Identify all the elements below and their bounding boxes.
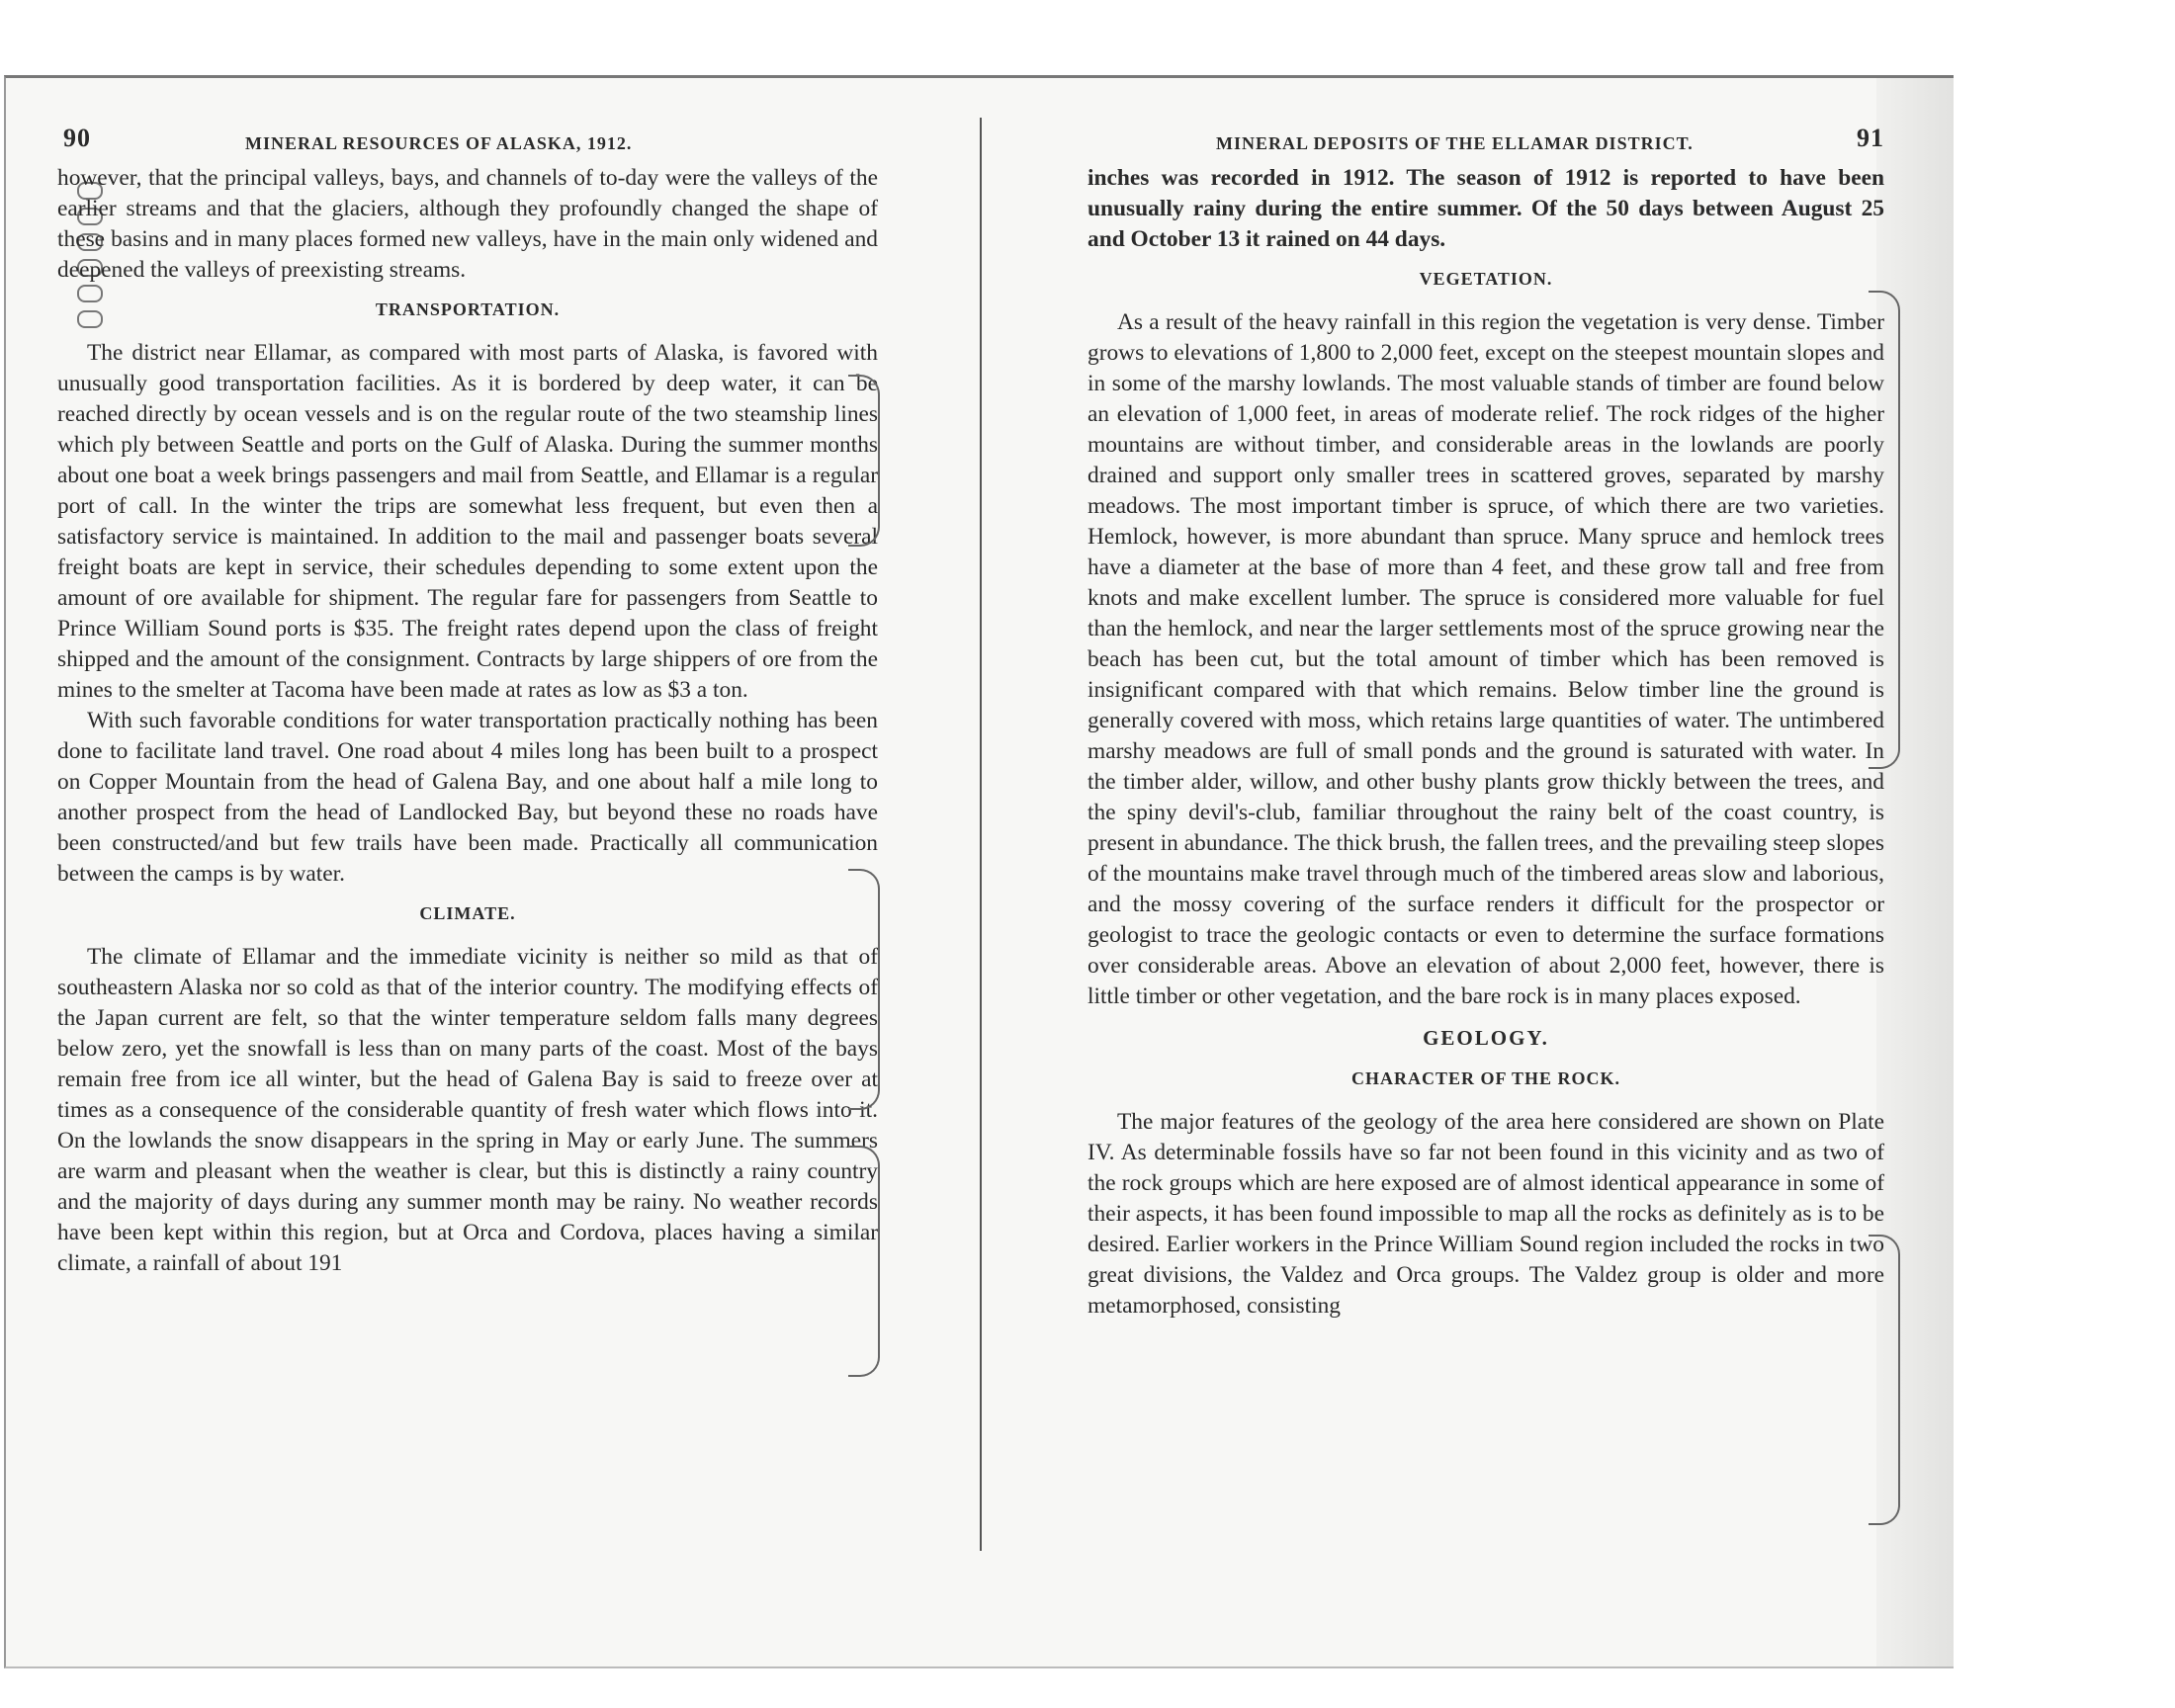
right-page: [1088, 78, 1884, 1322]
transportation-paragraph-1: The district near Ellamar, as compared with most parts of Alaska, is favored with unusually good transportation facilities. As it is bordered by deep water, it can be reached directly by ocean vessels and is on the regular route of the two steamship lines which ply between Seattle and ports on the Gulf of Alaska. During the summer months about one boat a week brings passengers and mail from Seattle, and Ellamar is a regular port of call. In the winter the trips are somewhat less frequent, but even then a satisfactory service is maintained. In addition to the mail and passenger boats several freight boats are kept in service, their schedules depending to some extent upon the amount of ore available for shipment. The regular fare for passengers from Seattle to Prince William Sound ports is $35. The freight rates depend upon the class of freight shipped and the amount of the consignment. Contracts by large shippers of ore from the mines to the smelter at Tacoma have been made at rates as low as $3 a ton.: [57, 340, 878, 703]
book-gutter: [980, 118, 982, 1551]
margin-bracket-mark: [848, 375, 880, 547]
climate-paragraph-1: The climate of Ellamar and the immediate vicinity is neither so mild as that of southeastern Alaska nor so cold as that of the interior country. The modifying effects of the Japan current are felt, so that the winter temperature seldom falls many degrees below zero, yet the snowfall is less than on many parts of the coast. Most of the bays remain free from ice all winter, but the head of Galena Bay is said to freeze over at times as a consequence of the considerable quantity of fresh water which flows into it. On the lowlands the snow disappears in the spring in May or early June. The summers are warm and pleasant when the weather is clear, but this is distinctly a rainy country and the majority of days during any summer month may be rainy. No weather records have been kept within this region, but at Orca and Cordova, places having a similar climate, a rainfall of about 191: [57, 944, 878, 1276]
vegetation-paragraph-1: As a result of the heavy rainfall in this region the vegetation is very dense. Timber grows to elevations of 1,800 to 2,000 feet, except on the steepest mountain slopes and in some of the marshy lowlands. The most valuable stands of timber are found below an elevation of 1,000 feet, in areas of moderate relief. The rock ridges of the higher mountains are without timber, and considerable areas in the lowlands are poorly drained and support only smaller trees in scattered groves, separated by marshy meadows. The most important timber is spruce, of which there are two varieties. Hemlock, however, is more abundant than spruce. Many spruce and hemlock trees have a diameter at the base of more than 4 feet, and these grow tall and free from knots and make excellent lumber. The spruce is considered more valuable for fuel than the hemlock, and near the larger settlements most of the spruce growing near the beach has been cut, but the total amount of timber which has been removed is insignificant compared with that which remains. Below timber line the ground is generally covered with moss, which retains large quantities of water. The untimbered marshy meadows are full of small ponds and the ground is saturated with water. In the timber alder, willow, and other bushy plants grow thickly between the trees, and the spiny devil's-club, familiar throughout the rainy belt of the coast country, is present in abundance. The thick brush, the fallen trees, and the prevailing steep slopes of the mountains make travel through much of the timbered areas slow and laborious, and the mossy covering of the surface renders it difficult for the prospector or geologist to trace the geologic contacts or even to determine the surface formations over considerable areas. Above an elevation of about 2,000 feet, however, there is little timber or other vegetation, and the bare rock is in many places exposed.: [1088, 309, 1884, 1009]
left-page-number: 90: [63, 124, 91, 152]
climate-heading: CLIMATE.: [419, 903, 516, 923]
left-running-title: MINERAL RESOURCES OF ALASKA, 1912.: [245, 133, 633, 153]
right-running-title: MINERAL DEPOSITS OF THE ELLAMAR DISTRICT.: [1216, 133, 1694, 153]
margin-bracket-mark: [1869, 1235, 1900, 1525]
scanned-book-spread: [4, 75, 1954, 1668]
vegetation-heading: VEGETATION.: [1419, 269, 1553, 289]
right-page-number: 91: [1857, 124, 1884, 152]
geology-paragraph-1: The major features of the geology of the area here considered are shown on Plate IV. As determinable fossils have so far not been found in this vicinity and as two of the rock groups which are here exposed are of almost identical appearance in some of their aspects, it has been found impossible to map all the rocks as definitely as is to be desired. Earlier workers in the Prince William Sound region included the rocks in two great divisions, the Valdez and Orca groups. The Valdez group is older and more metamorphosed, consisting: [1088, 1109, 1884, 1319]
margin-bracket-mark: [848, 1146, 880, 1377]
right-intro-paragraph: inches was recorded in 1912. The season of 1912 is reported to have been unusually rainy during the entire summer. Of the 50 days between August 25 and October 13 it rained on 44 days.: [1088, 165, 1884, 252]
left-running-head: [57, 124, 878, 163]
margin-bracket-mark: [1869, 291, 1900, 769]
margin-bracket-mark: [848, 869, 880, 1110]
right-running-head: [1088, 124, 1884, 163]
geology-heading: GEOLOGY.: [1423, 1026, 1549, 1050]
character-of-rock-heading: CHARACTER OF THE ROCK.: [1350, 1068, 1621, 1088]
transportation-paragraph-2: With such favorable conditions for water transportation practically nothing has been done to facilitate land travel. One road about 4 miles long has been built to a prospect on Copper Mountain from the head of Galena Bay, and one about half a mile long to another prospect from the head of Landlocked Bay, but beyond these no roads have been constructed/and but few trails have been made. Practically all communication between the camps is by water.: [57, 708, 878, 887]
left-page: [57, 78, 878, 1279]
left-intro-paragraph: however, that the principal valleys, bays, and channels of to-day were the valleys of the earlier streams and that the glaciers, although they profoundly changed the shape of these basins and in many places formed new valleys, have in the main only widened and deepened the valleys of preexisting streams.: [57, 165, 878, 283]
transportation-heading: TRANSPORTATION.: [375, 299, 561, 319]
